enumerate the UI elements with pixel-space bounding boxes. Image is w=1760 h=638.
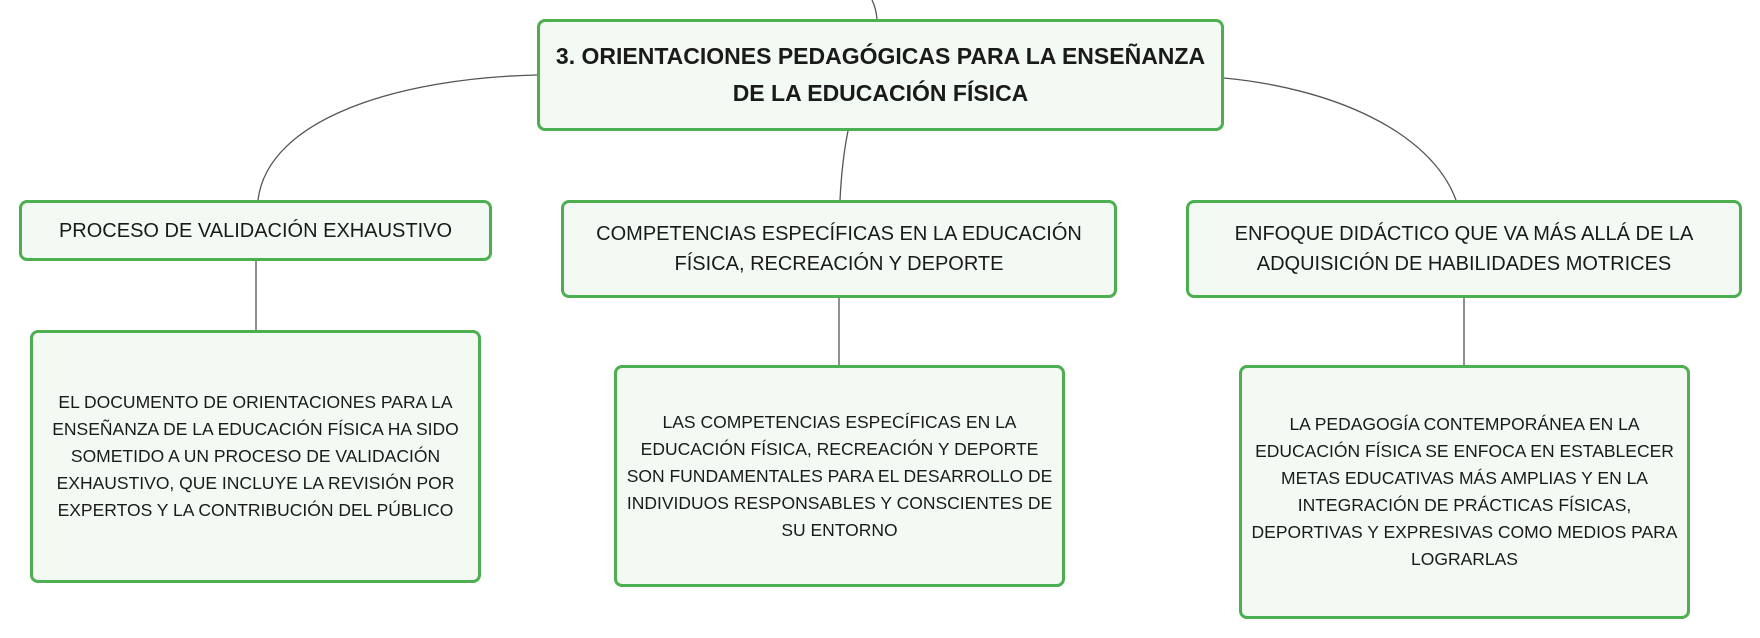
connector-root-to-enfoque: [1224, 78, 1456, 200]
topic-validation-label: PROCESO DE VALIDACIÓN EXHAUSTIVO: [58, 219, 453, 242]
connector-root-to-competencias: [840, 131, 848, 200]
central-topic-node[interactable]: [537, 19, 1224, 131]
detail-validation-text: EL DOCUMENTO DE ORIENTACIONES PARA LA ENSEÑANZA DE LA EDUCACIÓN FÍSICA HA SIDO SOMETIDO A UN PROCESO DE VALIDACIÓN EXHAUSTIVO, QUE INCLUYE LA REVISIÓN POR EXPERTOS Y LA CONTRIBUCIÓN DEL PÚBLICO: [52, 392, 459, 520]
detail-enfoque-text: LA PEDAGOGÍA CONTEMPORÁNEA EN LA EDUCACIÓN FÍSICA SE ENFOCA EN ESTABLECER METAS EDUCATIVAS MÁS AMPLIAS Y EN LA INTEGRACIÓN DE PRÁCTICAS FÍSICAS, DEPORTIVAS Y EXPRESIVAS COMO MEDIOS PARA LOGRARLAS: [1251, 414, 1678, 569]
topic-competencias-node[interactable]: [561, 200, 1117, 298]
topic-enfoque-label: ENFOQUE DIDÁCTICO QUE VA MÁS ALLÁ DE LA ADQUISICIÓN DE HABILIDADES MOTRICES: [1234, 223, 1694, 275]
topic-enfoque-node[interactable]: [1186, 200, 1742, 298]
topic-competencias-label: COMPETENCIAS ESPECÍFICAS EN LA EDUCACIÓN FÍSICA, RECREACIÓN Y DEPORTE: [596, 223, 1082, 275]
detail-competencias-node[interactable]: [614, 365, 1065, 587]
connector-parent-to-root: [872, 0, 877, 19]
central-topic-title: 3. ORIENTACIONES PEDAGÓGICAS PARA LA ENSEÑANZA DE LA EDUCACIÓN FÍSICA: [555, 43, 1206, 106]
detail-enfoque-node[interactable]: [1239, 365, 1690, 619]
detail-validation-node[interactable]: [30, 330, 481, 583]
connector-root-to-validation: [258, 75, 537, 200]
detail-competencias-text: LAS COMPETENCIAS ESPECÍFICAS EN LA EDUCACIÓN FÍSICA, RECREACIÓN Y DEPORTE SON FUNDAMENTALES PARA EL DESARROLLO DE INDIVIDUOS RESPONSABLES Y CONSCIENTES DE SU ENTORNO: [626, 411, 1053, 540]
topic-validation-node[interactable]: [19, 200, 492, 261]
